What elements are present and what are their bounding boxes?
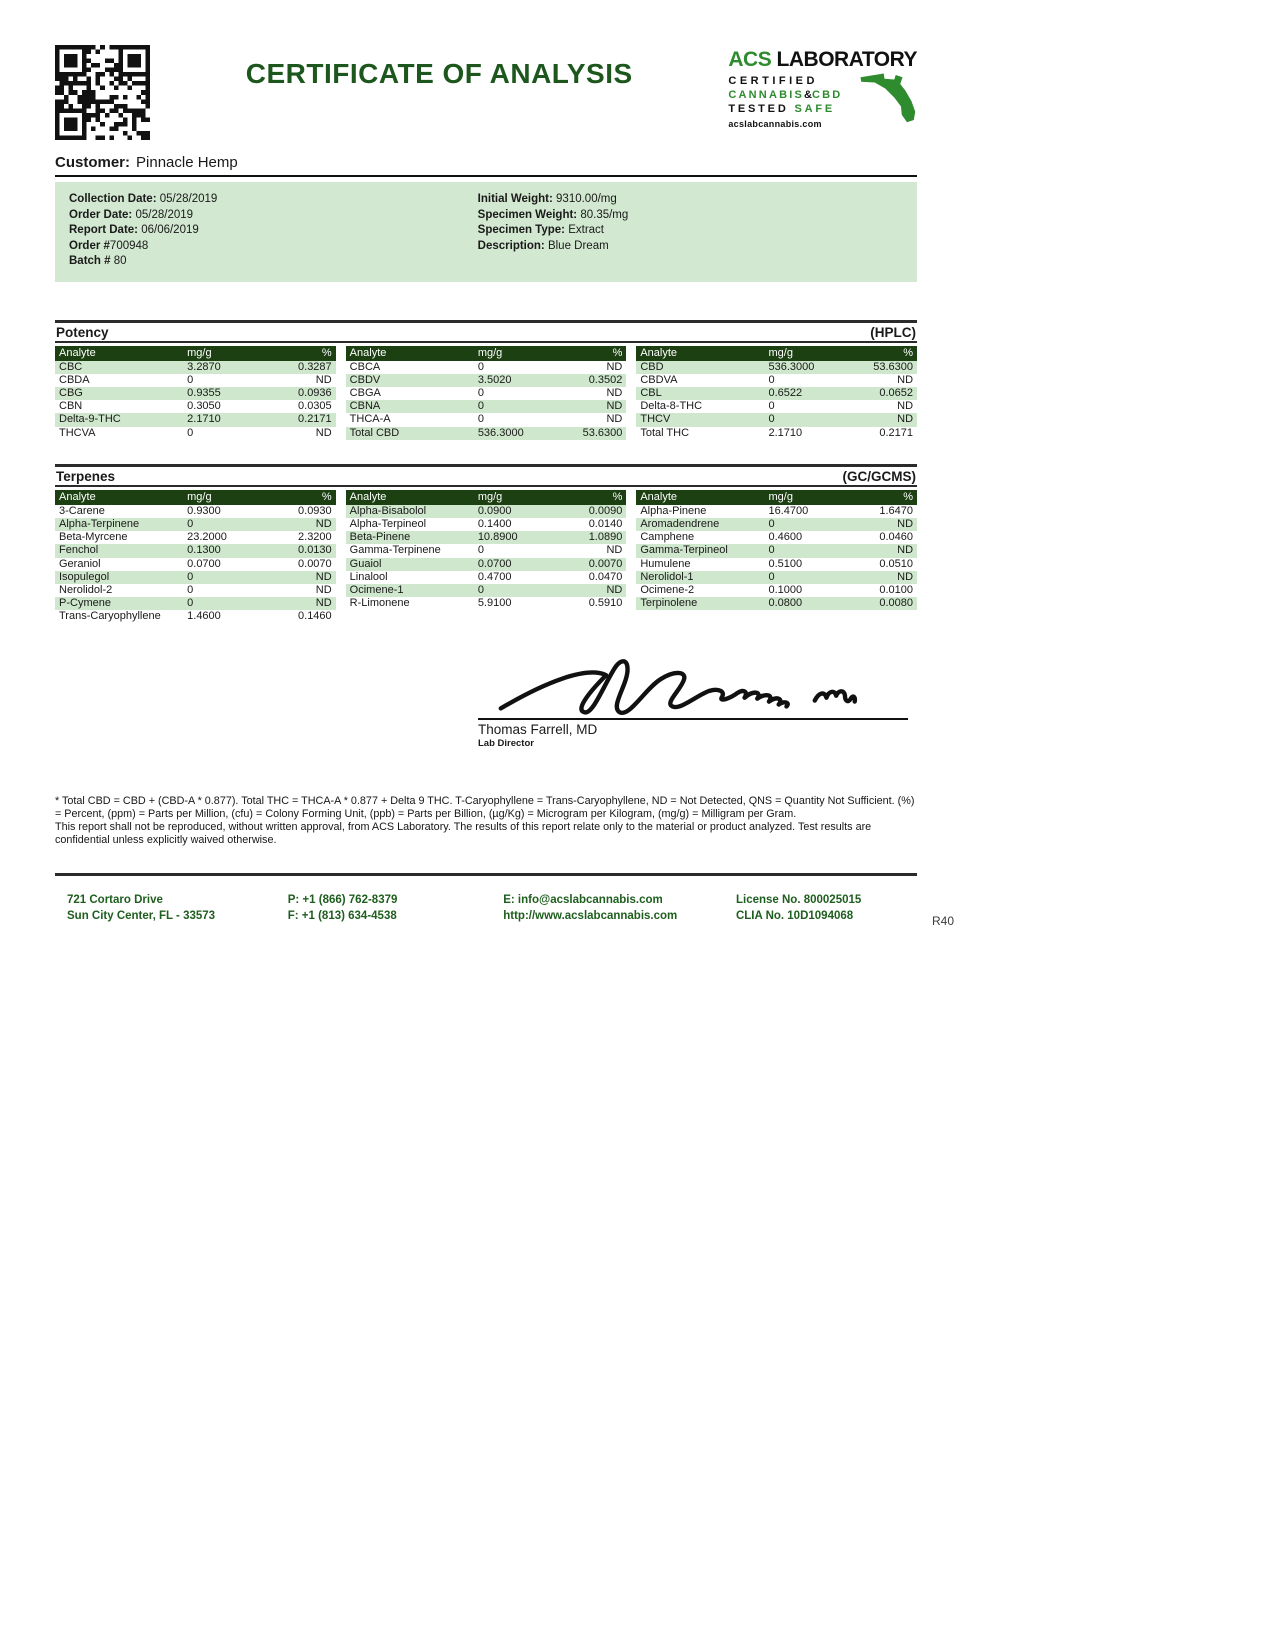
info-line-specimen-type bbox=[478, 223, 903, 239]
percent-cell: 0.0080 bbox=[879, 597, 914, 610]
percent-cell: ND bbox=[897, 413, 914, 426]
analyte-cell: Nerolidol-1 bbox=[640, 570, 694, 583]
column-header: % bbox=[321, 346, 332, 359]
percent-cell: 0.0930 bbox=[298, 504, 332, 517]
address-line-2: Sun City Center, FL - 33573 bbox=[67, 910, 216, 923]
info-line-order-number bbox=[69, 239, 478, 255]
table-row bbox=[346, 558, 627, 571]
document-content bbox=[55, 40, 917, 924]
lab-logo-tested: TESTED bbox=[728, 103, 789, 115]
mgg-cell: 0.9300 bbox=[187, 504, 221, 517]
column-header: mg/g bbox=[187, 490, 212, 503]
table-row bbox=[55, 387, 336, 400]
lab-logo-website: acslabcannabis.com bbox=[728, 119, 822, 129]
info-label: Order # bbox=[69, 239, 110, 252]
info-value: 06/06/2019 bbox=[141, 224, 199, 236]
table-row bbox=[55, 610, 336, 623]
footnotes bbox=[55, 795, 917, 848]
info-line-report-date bbox=[69, 223, 478, 239]
column-header: Analyte bbox=[640, 346, 678, 359]
analyte-cell: Delta-9-THC bbox=[59, 413, 121, 426]
terpenes-title: Terpenes bbox=[56, 468, 116, 484]
table-row bbox=[346, 427, 627, 440]
info-line-specimen-weight bbox=[478, 208, 903, 224]
percent-cell: 0.3287 bbox=[298, 360, 332, 373]
column-header: Analyte bbox=[640, 490, 678, 503]
table-row bbox=[636, 387, 917, 400]
percent-cell: 2.3200 bbox=[298, 531, 332, 544]
percent-cell: ND bbox=[606, 413, 623, 426]
lab-logo-acs: ACS bbox=[728, 48, 772, 71]
table-row bbox=[55, 505, 336, 518]
mgg-cell: 0.6522 bbox=[768, 386, 803, 399]
percent-cell: 0.0936 bbox=[298, 386, 332, 399]
table-row bbox=[636, 427, 917, 440]
analyte-cell: Guaiol bbox=[349, 557, 382, 570]
footer-phone bbox=[288, 892, 504, 924]
table-row bbox=[346, 387, 627, 400]
percent-cell: ND bbox=[897, 373, 914, 386]
table-row bbox=[346, 544, 627, 557]
footer-address bbox=[55, 892, 288, 924]
analyte-cell: R-Limonene bbox=[349, 597, 410, 610]
signature-scribble bbox=[488, 646, 888, 724]
mgg-cell: 0 bbox=[477, 400, 484, 413]
mgg-cell: 16.4700 bbox=[768, 504, 809, 517]
footer-web bbox=[503, 892, 736, 924]
signatory-name: Thomas Farrell, MD bbox=[478, 721, 598, 737]
potency-table-1 bbox=[55, 346, 336, 440]
mgg-cell: 0 bbox=[187, 583, 194, 596]
table-row bbox=[55, 361, 336, 374]
table-row bbox=[55, 544, 336, 557]
mgg-cell: 2.1710 bbox=[187, 413, 221, 426]
percent-cell: 0.0652 bbox=[879, 386, 914, 399]
table-header-row bbox=[636, 346, 917, 361]
customer-line bbox=[55, 154, 917, 177]
table-row bbox=[55, 597, 336, 610]
lab-logo-certified: CERTIFIED bbox=[728, 75, 818, 87]
mgg-cell: 0 bbox=[768, 517, 775, 530]
percent-cell: ND bbox=[897, 544, 914, 557]
mgg-cell: 0 bbox=[768, 413, 775, 426]
mgg-cell: 0.3050 bbox=[187, 400, 221, 413]
analyte-cell: CBDV bbox=[349, 373, 381, 386]
analyte-cell: Terpinolene bbox=[640, 597, 698, 610]
analyte-cell: Fenchol bbox=[59, 544, 99, 557]
table-header-row bbox=[346, 490, 627, 505]
percent-cell: ND bbox=[897, 400, 914, 413]
qr-code-icon bbox=[55, 45, 150, 140]
info-line-collection-date bbox=[69, 192, 478, 208]
email-line: E: info@acslabcannabis.com bbox=[503, 894, 663, 907]
info-value: 700948 bbox=[109, 239, 149, 252]
percent-cell: 0.2171 bbox=[298, 413, 332, 426]
table-header-row bbox=[636, 490, 917, 505]
table-row bbox=[636, 374, 917, 387]
analyte-cell: Beta-Myrcene bbox=[59, 531, 128, 544]
info-label: Initial Weight: bbox=[477, 193, 557, 205]
mgg-cell: 3.5020 bbox=[477, 373, 512, 386]
analyte-cell: Total CBD bbox=[349, 426, 400, 439]
table-row bbox=[55, 427, 336, 440]
footnote-definitions: * Total CBD = CBD + (CBD-A * 0.877). Total THC = THCA-A * 0.877 + Delta 9 THC. T-Caryophyllene = Trans-Caryophyllene, ND = Not Detected, QNS = Quantity Not Sufficient. (%) = Percent, (ppm) = Parts per Million, (cfu) = Colony Forming Unit, (ppb) = Parts per Billion, (µg/Kg) = Microgram per Kilogram, (mg/g) = Milligram per Gram. bbox=[55, 794, 915, 820]
percent-cell: 0.0070 bbox=[588, 557, 623, 570]
info-value: 05/28/2019 bbox=[135, 208, 194, 221]
column-header: mg/g bbox=[477, 346, 503, 359]
table-row bbox=[636, 584, 917, 597]
percent-cell: ND bbox=[315, 373, 332, 386]
column-header: % bbox=[321, 490, 332, 503]
mgg-cell: 0.1400 bbox=[477, 517, 512, 530]
document-header bbox=[55, 40, 917, 140]
info-line-order-date bbox=[69, 208, 478, 224]
mgg-cell: 536.3000 bbox=[768, 360, 815, 373]
table-row bbox=[346, 531, 627, 544]
fax-line: F: +1 (813) 634-4538 bbox=[287, 910, 397, 923]
mgg-cell: 0 bbox=[477, 386, 484, 399]
mgg-cell: 0 bbox=[477, 544, 484, 557]
mgg-cell: 0 bbox=[768, 373, 775, 386]
percent-cell: 1.0890 bbox=[588, 531, 623, 544]
mgg-cell: 3.2870 bbox=[187, 360, 221, 373]
address-line-1: 721 Cortaro Drive bbox=[67, 894, 163, 907]
analyte-cell: Alpha-Terpinene bbox=[59, 517, 140, 530]
analyte-cell: Delta-8-THC bbox=[640, 400, 703, 413]
table-row bbox=[636, 597, 917, 610]
mgg-cell: 0.4600 bbox=[768, 531, 803, 544]
analyte-cell: THCV bbox=[640, 413, 671, 426]
analyte-cell: CBN bbox=[59, 400, 83, 413]
signature-line bbox=[478, 718, 908, 720]
mgg-cell: 0 bbox=[187, 517, 194, 530]
info-value: 80 bbox=[113, 255, 127, 267]
analyte-cell: Alpha-Terpineol bbox=[349, 517, 427, 530]
analyte-cell: CBL bbox=[640, 386, 662, 399]
info-value: 80.35/mg bbox=[580, 208, 629, 221]
analyte-cell: CBC bbox=[59, 360, 83, 373]
potency-title: Potency bbox=[56, 324, 109, 340]
terpenes-table-2 bbox=[346, 490, 627, 624]
percent-cell: ND bbox=[897, 517, 914, 530]
potency-table-3 bbox=[636, 346, 917, 440]
percent-cell: 0.0090 bbox=[588, 504, 623, 517]
analyte-cell: Aromadendrene bbox=[640, 517, 720, 530]
percent-cell: 0.0470 bbox=[588, 570, 623, 583]
percent-cell: ND bbox=[606, 360, 623, 373]
percent-cell: ND bbox=[315, 426, 332, 439]
table-row bbox=[346, 584, 627, 597]
table-row bbox=[55, 400, 336, 413]
table-row bbox=[346, 505, 627, 518]
percent-cell: 0.0130 bbox=[298, 544, 332, 557]
table-row bbox=[55, 531, 336, 544]
analyte-cell: Total THC bbox=[640, 426, 690, 439]
order-info-left-column bbox=[69, 192, 478, 270]
analyte-cell: Geraniol bbox=[59, 557, 101, 570]
mgg-cell: 5.9100 bbox=[477, 597, 512, 610]
info-line-batch-number bbox=[69, 254, 478, 270]
percent-cell: 0.0070 bbox=[298, 557, 332, 570]
percent-cell: ND bbox=[315, 597, 332, 610]
analyte-cell: CBG bbox=[59, 386, 83, 399]
percent-cell: 0.0140 bbox=[588, 517, 623, 530]
percent-cell: 0.0305 bbox=[298, 400, 332, 413]
contact-footer bbox=[55, 892, 917, 924]
analyte-cell: Gamma-Terpineol bbox=[640, 544, 728, 557]
potency-table-2 bbox=[346, 346, 627, 440]
table-header-row bbox=[346, 346, 627, 361]
analyte-cell: Linalool bbox=[349, 570, 388, 583]
table-row bbox=[636, 571, 917, 584]
percent-cell: 0.0100 bbox=[879, 583, 914, 596]
analyte-cell: Camphene bbox=[640, 531, 695, 544]
mgg-cell: 0 bbox=[187, 426, 194, 439]
percent-cell: ND bbox=[606, 583, 623, 596]
analyte-cell: Beta-Pinene bbox=[349, 531, 411, 544]
mgg-cell: 0 bbox=[768, 544, 775, 557]
terpenes-method: (GC/GCMS) bbox=[842, 468, 916, 484]
column-header: % bbox=[612, 346, 623, 359]
info-label: Description: bbox=[477, 239, 548, 252]
mgg-cell: 0 bbox=[187, 373, 194, 386]
lab-logo-laboratory: LABORATORY bbox=[771, 48, 917, 71]
info-label: Specimen Weight: bbox=[477, 208, 581, 221]
mgg-cell: 0 bbox=[187, 597, 194, 610]
percent-cell: 0.1460 bbox=[298, 610, 332, 623]
percent-cell: 0.5910 bbox=[588, 597, 623, 610]
column-header: % bbox=[903, 490, 914, 503]
customer-label: Customer: bbox=[55, 154, 131, 171]
table-row bbox=[346, 597, 627, 610]
mgg-cell: 0 bbox=[477, 413, 484, 426]
analyte-cell: CBD bbox=[640, 360, 664, 373]
percent-cell: 0.3502 bbox=[588, 373, 623, 386]
analyte-cell: Nerolidol-2 bbox=[59, 583, 113, 596]
table-row bbox=[55, 584, 336, 597]
table-row bbox=[636, 361, 917, 374]
table-row bbox=[636, 505, 917, 518]
mgg-cell: 0 bbox=[187, 570, 194, 583]
column-header: % bbox=[612, 490, 623, 503]
analyte-cell: CBGA bbox=[349, 386, 381, 399]
table-row bbox=[346, 374, 627, 387]
analyte-cell: Isopulegol bbox=[59, 570, 110, 583]
info-value: Blue Dream bbox=[547, 239, 609, 252]
info-label: Specimen Type: bbox=[477, 224, 569, 236]
table-row bbox=[55, 558, 336, 571]
analyte-cell: 3-Carene bbox=[59, 504, 105, 517]
info-value: 9310.00/mg bbox=[556, 193, 617, 205]
table-row bbox=[55, 518, 336, 531]
percent-cell: 1.6470 bbox=[879, 504, 914, 517]
percent-cell: ND bbox=[606, 544, 623, 557]
terpenes-table-3 bbox=[636, 490, 917, 624]
signatory-role: Lab Director bbox=[478, 737, 534, 749]
percent-cell: ND bbox=[606, 386, 623, 399]
customer-name: Pinnacle Hemp bbox=[136, 154, 238, 171]
table-row bbox=[346, 518, 627, 531]
mgg-cell: 0.1300 bbox=[187, 544, 221, 557]
terpenes-table-1 bbox=[55, 490, 336, 624]
analyte-cell: Ocimene-1 bbox=[349, 583, 404, 596]
analyte-cell: THCA-A bbox=[349, 413, 391, 426]
footer-divider bbox=[55, 873, 917, 876]
analyte-cell: THCVA bbox=[59, 426, 96, 439]
mgg-cell: 0.4700 bbox=[477, 570, 512, 583]
mgg-cell: 1.4600 bbox=[187, 610, 221, 623]
info-value: Extract bbox=[568, 224, 604, 236]
lab-logo-cbd: CBD bbox=[811, 89, 843, 101]
mgg-cell: 0 bbox=[477, 360, 484, 373]
percent-cell: ND bbox=[315, 517, 332, 530]
order-info-right-column bbox=[478, 192, 903, 270]
footer-license bbox=[736, 892, 917, 924]
table-row bbox=[636, 531, 917, 544]
analyte-cell: Trans-Caryophyllene bbox=[59, 610, 161, 623]
mgg-cell: 0.9355 bbox=[187, 386, 221, 399]
license-line: License No. 800025015 bbox=[735, 894, 862, 907]
analyte-cell: CBNA bbox=[349, 400, 381, 413]
mgg-cell: 0.0700 bbox=[477, 557, 512, 570]
table-row bbox=[636, 400, 917, 413]
table-row bbox=[636, 558, 917, 571]
percent-cell: 0.0510 bbox=[879, 557, 914, 570]
terpenes-section-header bbox=[55, 464, 917, 487]
table-row bbox=[346, 571, 627, 584]
percent-cell: 53.6300 bbox=[873, 360, 914, 373]
florida-state-icon bbox=[859, 68, 919, 130]
analyte-cell: Alpha-Bisabolol bbox=[349, 504, 427, 517]
lab-logo-cannabis: CANNABIS bbox=[728, 89, 805, 101]
percent-cell: ND bbox=[315, 570, 332, 583]
column-header: Analyte bbox=[59, 346, 96, 359]
column-header: mg/g bbox=[768, 490, 793, 503]
column-header: Analyte bbox=[349, 346, 387, 359]
table-row bbox=[55, 571, 336, 584]
info-label: Collection Date: bbox=[69, 193, 160, 205]
percent-cell: 53.6300 bbox=[582, 426, 623, 439]
lab-logo-safe: SAFE bbox=[794, 103, 835, 115]
mgg-cell: 0 bbox=[768, 400, 775, 413]
potency-method: (HPLC) bbox=[870, 324, 916, 340]
analyte-cell: P-Cymene bbox=[59, 597, 111, 610]
signature-block bbox=[478, 646, 908, 749]
column-header: mg/g bbox=[477, 490, 503, 503]
mgg-cell: 2.1710 bbox=[768, 426, 803, 439]
percent-cell: 0.2171 bbox=[879, 426, 914, 439]
column-header: mg/g bbox=[187, 346, 212, 359]
info-label: Report Date: bbox=[69, 224, 142, 236]
footnote-disclaimer: This report shall not be reproduced, without written approval, from ACS Laboratory. The results of this report relate only to the material or product analyzed. Test results are confidential unless explicitly waived otherwise. bbox=[55, 820, 872, 847]
percent-cell: 0.0460 bbox=[879, 531, 914, 544]
percent-cell: ND bbox=[897, 570, 914, 583]
mgg-cell: 0.0800 bbox=[768, 597, 803, 610]
analyte-cell: Alpha-Pinene bbox=[640, 504, 707, 517]
phone-line: P: +1 (866) 762-8379 bbox=[287, 894, 398, 907]
info-label: Batch # bbox=[69, 255, 114, 267]
info-line-initial-weight bbox=[478, 192, 903, 208]
percent-cell: ND bbox=[606, 400, 623, 413]
terpenes-section bbox=[55, 464, 917, 624]
table-row bbox=[636, 413, 917, 426]
info-line-description bbox=[478, 239, 903, 255]
mgg-cell: 10.8900 bbox=[477, 531, 518, 544]
table-row bbox=[636, 518, 917, 531]
table-row bbox=[636, 544, 917, 557]
mgg-cell: 0.0700 bbox=[187, 557, 221, 570]
info-label: Order Date: bbox=[69, 208, 136, 221]
table-header-row bbox=[55, 346, 336, 361]
mgg-cell: 0 bbox=[768, 570, 775, 583]
terpenes-tables bbox=[55, 490, 917, 624]
column-header: Analyte bbox=[349, 490, 387, 503]
table-row bbox=[55, 413, 336, 426]
mgg-cell: 0.1000 bbox=[768, 583, 803, 596]
analyte-cell: Gamma-Terpinene bbox=[349, 544, 441, 557]
potency-tables bbox=[55, 346, 917, 440]
mgg-cell: 0.0900 bbox=[477, 504, 512, 517]
lab-logo bbox=[728, 40, 917, 140]
potency-section-header bbox=[55, 320, 917, 343]
column-header: mg/g bbox=[768, 346, 793, 359]
mgg-cell: 0 bbox=[477, 583, 484, 596]
revision-code: R40 bbox=[932, 914, 955, 928]
table-row bbox=[346, 400, 627, 413]
analyte-cell: Ocimene-2 bbox=[640, 583, 695, 596]
mgg-cell: 536.3000 bbox=[477, 426, 524, 439]
table-row bbox=[346, 361, 627, 374]
column-header: Analyte bbox=[59, 490, 96, 503]
document-title: CERTIFICATE OF ANALYSIS bbox=[245, 58, 633, 89]
table-row bbox=[55, 374, 336, 387]
mgg-cell: 23.2000 bbox=[187, 531, 227, 544]
order-info-box bbox=[55, 182, 917, 282]
lab-logo-ampersand: & bbox=[804, 89, 812, 101]
analyte-cell: CBCA bbox=[349, 360, 381, 373]
table-header-row bbox=[55, 490, 336, 505]
analyte-cell: Humulene bbox=[640, 557, 691, 570]
info-value: 05/28/2019 bbox=[159, 193, 218, 205]
analyte-cell: CBDVA bbox=[640, 373, 678, 386]
clia-line: CLIA No. 10D1094068 bbox=[735, 910, 854, 923]
analyte-cell: CBDA bbox=[59, 373, 90, 386]
website-line: http://www.acslabcannabis.com bbox=[503, 910, 678, 923]
mgg-cell: 0.5100 bbox=[768, 557, 803, 570]
potency-section bbox=[55, 320, 917, 440]
table-row bbox=[346, 413, 627, 426]
column-header: % bbox=[903, 346, 914, 359]
percent-cell: ND bbox=[315, 583, 332, 596]
